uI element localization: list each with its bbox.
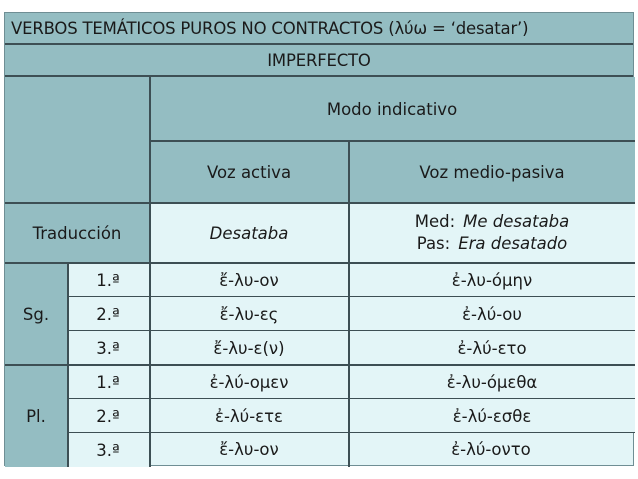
voice-middle-passive-header: Voz medio-pasiva xyxy=(349,141,635,203)
form-active: ἔ-λυ-ε(ν) xyxy=(149,331,349,365)
form-middle-passive: ἐ-λύ-εσθε xyxy=(349,399,635,433)
grid-rule xyxy=(67,296,635,297)
form-active: ἔ-λυ-ον xyxy=(149,433,349,465)
grid-rule xyxy=(149,140,635,142)
form-middle-passive: ἐ-λυ-όμην xyxy=(349,263,635,297)
middle-label: Med: xyxy=(414,212,456,231)
translation-active: Desataba xyxy=(149,203,349,263)
tense-header: IMPERFECTO xyxy=(5,45,633,77)
form-active: ἐ-λύ-ομεν xyxy=(149,365,349,399)
number-singular: Sg. xyxy=(5,263,67,365)
person-cell: 1.ª xyxy=(67,263,149,297)
middle-translation: Me desataba xyxy=(463,212,570,231)
grid-rule xyxy=(67,432,635,433)
voice-active-header: Voz activa xyxy=(149,141,349,203)
table-title: VERBOS TEMÁTICOS PUROS NO CONTRACTOS (λύω = ‘desatar’) xyxy=(5,13,633,45)
person-cell: 2.ª xyxy=(67,297,149,331)
grid-rule xyxy=(348,141,350,467)
passive-label: Pas: xyxy=(416,234,451,253)
person-cell: 2.ª xyxy=(67,399,149,433)
grid-rule xyxy=(67,398,635,399)
grid-rule xyxy=(5,262,635,264)
form-active: ἔ-λυ-ον xyxy=(149,263,349,297)
passive-translation: Era desatado xyxy=(458,234,568,253)
grid-rule xyxy=(5,364,635,366)
mood-header: Modo indicativo xyxy=(149,77,635,141)
conjugation-table xyxy=(4,12,634,466)
corner-cell xyxy=(5,77,149,203)
form-middle-passive: ἐ-λύ-ετο xyxy=(349,331,635,365)
form-active: ἔ-λυ-ες xyxy=(149,297,349,331)
grid-rule xyxy=(5,202,635,204)
translation-label: Traducción xyxy=(5,203,149,263)
grid-rule xyxy=(149,77,151,467)
form-middle-passive: ἐ-λυ-όμεθα xyxy=(349,365,635,399)
form-middle-passive: ἐ-λύ-ου xyxy=(349,297,635,331)
number-plural: Pl. xyxy=(5,365,67,467)
form-active: ἐ-λύ-ετε xyxy=(149,399,349,433)
person-cell: 3.ª xyxy=(67,433,149,467)
form-middle-passive: ἐ-λύ-οντο xyxy=(349,433,633,465)
grid-rule xyxy=(67,330,635,331)
person-cell: 1.ª xyxy=(67,365,149,399)
translation-middle-passive xyxy=(349,203,635,263)
person-cell: 3.ª xyxy=(67,331,149,365)
